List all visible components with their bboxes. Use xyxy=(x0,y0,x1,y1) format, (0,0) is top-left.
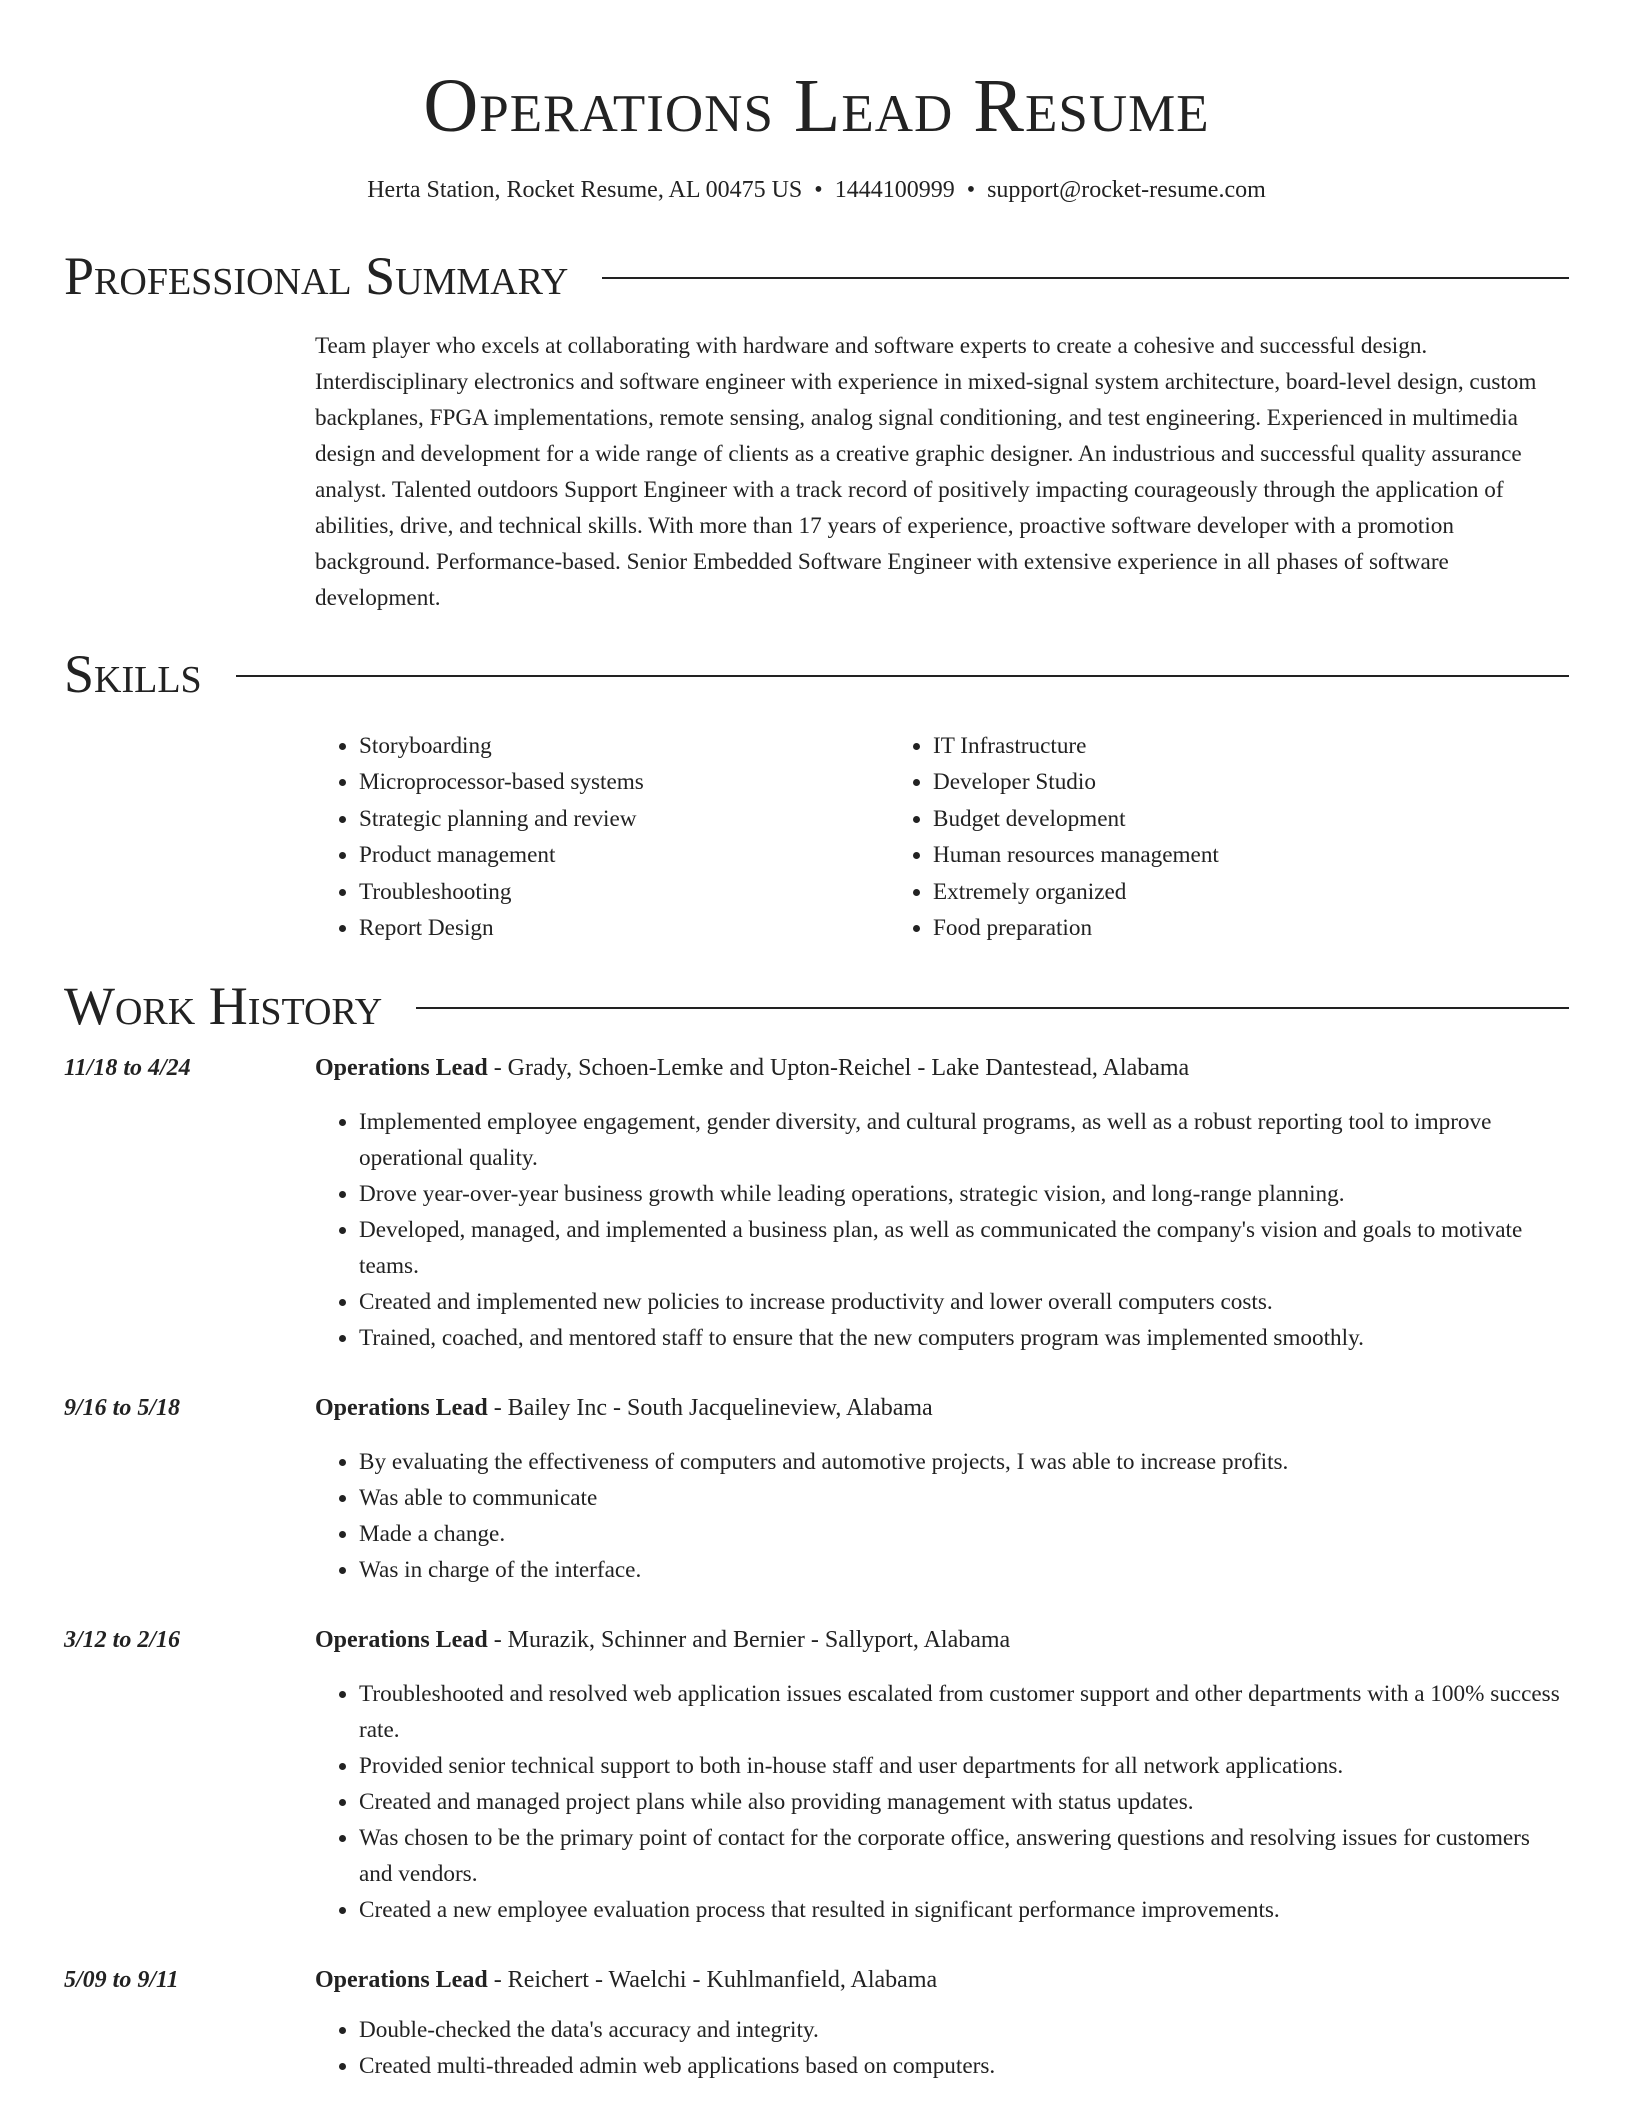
summary-section-header xyxy=(64,246,1569,306)
job-heading xyxy=(315,1050,1569,1086)
summary-text: Team player who excels at collaborating with hardware and software experts to create a cohesive and successful design. Interdisciplinary electronics and software engineer with experience in mixed-signal system architecture, board-level design, custom backplanes, FPGA implementations, remote sensing, analog signal conditioning, and test engineering. Experienced in multimedia design and development for a wide range of clients as a creative graphic designer. An industrious and successful quality assurance analyst. Talented outdoors Support Engineer with a track record of positively impacting courageously through the application of abilities, drive, and technical skills. With more than 17 years of experience, proactive software developer with a promotion background. Performance-based. Senior Embedded Software Engineer with extensive experience in all phases of software development. xyxy=(315,333,1537,611)
contact-separator: • xyxy=(966,177,976,203)
job-bullet: • Created a new employee evaluation process that resulted in significant performance improvements. xyxy=(359,1892,1569,1928)
job-bullet: • Created and managed project plans while also providing management with status updates. xyxy=(359,1784,1569,1820)
job-bullet: • Was able to communicate xyxy=(359,1480,1569,1516)
skill-item: • Developer Studio xyxy=(933,764,1569,800)
resume-title: Operations Lead Resume xyxy=(423,64,1210,148)
job-bullet: • Created multi-threaded admin web applications based on computers. xyxy=(359,2048,1569,2084)
skill-item: • Food preparation xyxy=(933,910,1569,946)
skill-item: • Microprocessor-based systems xyxy=(359,764,889,800)
job-dates: 11/18 to 4/24 xyxy=(64,1055,191,1082)
job-bullets xyxy=(315,1444,1569,1588)
work-heading: Work History xyxy=(64,976,383,1037)
contact-phone: 1444100999 xyxy=(834,177,955,203)
job-bullet: • By evaluating the effectiveness of computers and automotive projects, I was able to increase profits. xyxy=(359,1444,1569,1480)
job-title: Operations Lead xyxy=(315,1395,488,1422)
contact-email: support@rocket-resume.com xyxy=(987,177,1266,203)
job-bullet: • Made a change. xyxy=(359,1516,1569,1552)
job-title: Operations Lead xyxy=(315,1967,488,1994)
job-bullet: • Trained, coached, and mentored staff to ensure that the new computers program was implemented smoothly. xyxy=(359,1320,1569,1356)
job-bullet: • Created and implemented new policies to increase productivity and lower overall computers costs. xyxy=(359,1284,1569,1320)
job-bullet: • Drove year-over-year business growth while leading operations, strategic vision, and long-range planning. xyxy=(359,1176,1569,1212)
job-bullet: • Implemented employee engagement, gender diversity, and cultural programs, as well as a robust reporting tool to improve operational quality. xyxy=(359,1104,1569,1176)
job-body xyxy=(315,1962,1569,2084)
job-dates: 3/12 to 2/16 xyxy=(64,1627,181,1654)
job-title: Operations Lead xyxy=(315,1627,488,1654)
job-dates: 5/09 to 9/11 xyxy=(64,1967,179,1994)
job-entry xyxy=(64,1962,1569,2084)
job-bullet: • Provided senior technical support to both in-house staff and user departments for all network applications. xyxy=(359,1748,1569,1784)
contact-address: Herta Station, Rocket Resume, AL 00475 US xyxy=(367,177,803,203)
job-dates: 9/16 to 5/18 xyxy=(64,1395,181,1422)
job-employer: - Murazik, Schinner and Bernier - Sallyport, Alabama xyxy=(487,1627,1011,1654)
work-section-header xyxy=(64,976,1569,1036)
summary-heading: Professional Summary xyxy=(64,246,569,306)
job-entry xyxy=(64,1622,1569,1928)
job-body xyxy=(315,1050,1569,1356)
section-divider xyxy=(416,1007,1569,1009)
job-bullet: • Developed, managed, and implemented a business plan, as well as communicated the company's vision and goals to motivate teams. xyxy=(359,1212,1569,1284)
skill-item: • Budget development xyxy=(933,801,1569,837)
job-entry xyxy=(64,1050,1569,1356)
skill-item: • Troubleshooting xyxy=(359,874,889,910)
contact-separator: • xyxy=(814,177,823,203)
skills-column-left xyxy=(315,728,889,946)
skills-heading: Skills xyxy=(64,644,202,704)
job-bullet: • Was in charge of the interface. xyxy=(359,1552,1569,1588)
section-divider xyxy=(602,277,1569,279)
job-bullet: • Was chosen to be the primary point of contact for the corporate office, answering questions and resolving issues for customers and vendors. xyxy=(359,1820,1569,1892)
job-heading xyxy=(315,1390,1569,1426)
job-bullet: • Troubleshooted and resolved web application issues escalated from customer support and other departments with a 100% success rate. xyxy=(359,1676,1569,1748)
job-bullets xyxy=(315,2012,1569,2084)
contact-line xyxy=(64,174,1569,206)
job-employer: - Grady, Schoen-Lemke and Upton-Reichel - Lake Dantestead, Alabama xyxy=(487,1055,1190,1082)
job-bullets xyxy=(315,1104,1569,1356)
job-entry xyxy=(64,1390,1569,1588)
skill-item: • Human resources management xyxy=(933,837,1569,873)
section-divider xyxy=(236,675,1569,677)
job-bullets xyxy=(315,1676,1569,1928)
job-employer: - Reichert - Waelchi - Kuhlmanfield, Alabama xyxy=(487,1967,938,1994)
skill-item: • Extremely organized xyxy=(933,874,1569,910)
job-title: Operations Lead xyxy=(315,1055,488,1082)
job-body xyxy=(315,1622,1569,1928)
skills-section-header xyxy=(64,644,1569,704)
skills-column-right xyxy=(889,728,1569,946)
skill-item: • Storyboarding xyxy=(359,728,889,764)
skill-item: • Product management xyxy=(359,837,889,873)
job-heading xyxy=(315,1962,1569,1998)
skills-list xyxy=(315,728,1569,946)
job-bullet: • Double-checked the data's accuracy and integrity. xyxy=(359,2012,1569,2048)
skill-item: • Report Design xyxy=(359,910,889,946)
skill-item: • Strategic planning and review xyxy=(359,801,889,837)
job-heading xyxy=(315,1622,1569,1658)
job-employer: - Bailey Inc - South Jacquelineview, Alabama xyxy=(487,1395,933,1422)
job-body xyxy=(315,1390,1569,1588)
skill-item: • IT Infrastructure xyxy=(933,728,1569,764)
